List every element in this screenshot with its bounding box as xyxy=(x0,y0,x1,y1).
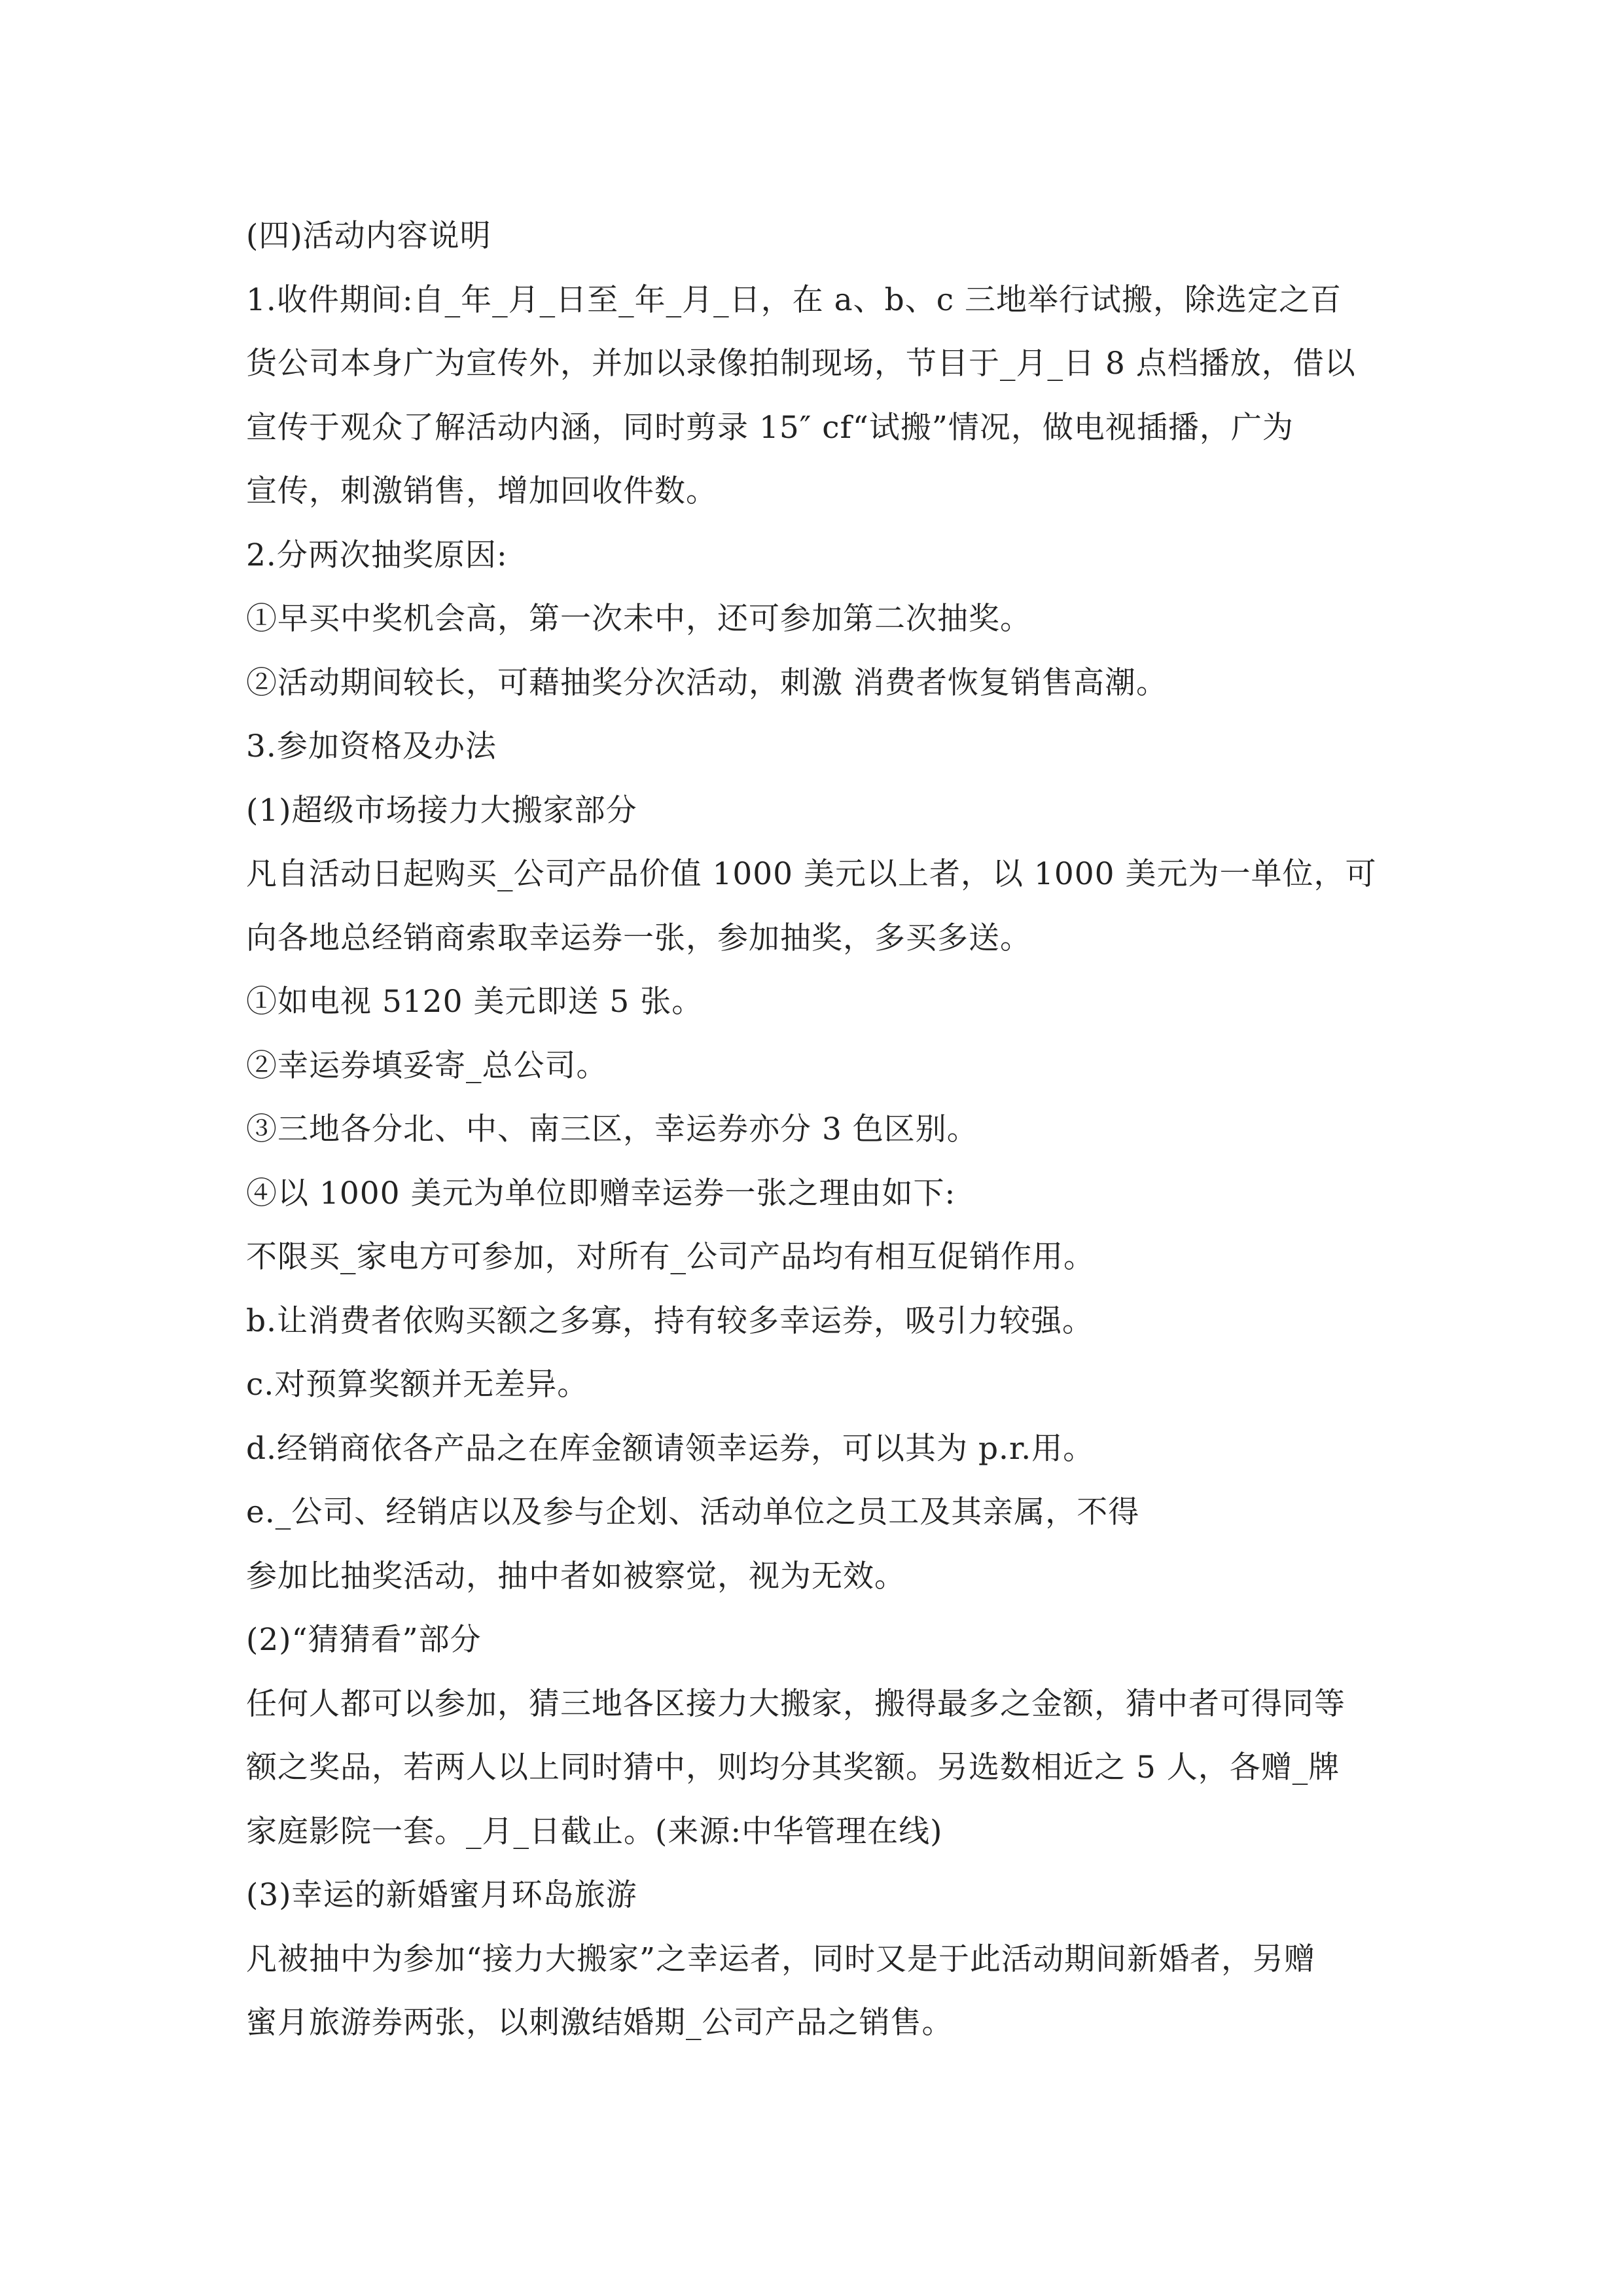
subheading: (1)超级市场接力大搬家部分 xyxy=(246,792,637,829)
paragraph-line: 不限买_家电方可参加，对所有_公司产品均有相互促销作用。 xyxy=(246,1239,1095,1275)
subheading: (2)“猜猜看”部分 xyxy=(246,1622,482,1658)
paragraph-line: 宣传于观众了解活动内涵，同时剪录 15″ cf“试搬”情况，做电视插播，广为 xyxy=(246,409,1294,446)
paragraph-line: 凡被抽中为参加“接力大搬家”之幸运者，同时又是于此活动期间新婚者，另赠 xyxy=(246,1941,1316,1977)
paragraph-line: 货公司本身广为宣传外，并加以录像拍制现场，节目于_月_日 8 点档播放，借以 xyxy=(246,346,1356,382)
list-item: c.对预算奖额并无差异。 xyxy=(246,1367,589,1403)
paragraph-line: 蜜月旅游券两张，以刺激结婚期_公司产品之销售。 xyxy=(246,2005,954,2041)
section-heading: (四)活动内容说明 xyxy=(246,218,491,254)
list-item: ④以 1000 美元为单位即赠幸运券一张之理由如下: xyxy=(246,1175,956,1211)
paragraph-line: 任何人都可以参加，猜三地各区接力大搬家，搬得最多之金额，猜中者可得同等 xyxy=(246,1685,1346,1722)
list-item: ③三地各分北、中、南三区，幸运券亦分 3 色区别。 xyxy=(246,1111,978,1147)
paragraph-line: 向各地总经销商索取幸运券一张，参加抽奖，多买多送。 xyxy=(246,920,1031,956)
list-item: d.经销商依各产品之在库金额请领幸运券，可以其为 p.r.用。 xyxy=(246,1430,1095,1467)
list-item: e._公司、经销店以及参与企划、活动单位之员工及其亲属，不得 xyxy=(246,1494,1140,1530)
list-item: ②活动期间较长，可藉抽奖分次活动，刺激 消费者恢复销售高潮。 xyxy=(246,664,1168,701)
list-item: ②幸运券填妥寄_总公司。 xyxy=(246,1047,608,1084)
subheading: 2.分两次抽奖原因: xyxy=(246,537,508,573)
paragraph-line: 家庭影院一套。_月_日截止。(来源:中华管理在线) xyxy=(246,1813,943,1850)
subheading: 3.参加资格及办法 xyxy=(246,728,497,764)
subheading: (3)幸运的新婚蜜月环岛旅游 xyxy=(246,1877,637,1913)
paragraph-line: 宣传，刺激销售，增加回收件数。 xyxy=(246,473,717,509)
paragraph-line: 额之奖品，若两人以上同时猜中，则均分其奖额。另选数相近之 5 人，各赠_牌 xyxy=(246,1749,1340,1785)
list-item: ①早买中奖机会高，第一次未中，还可参加第二次抽奖。 xyxy=(246,601,1031,637)
paragraph-line: 凡自活动日起购买_公司产品价值 1000 美元以上者，以 1000 美元为一单位，可 xyxy=(246,856,1377,892)
list-item: b.让消费者依购买额之多寡，持有较多幸运券，吸引力较强。 xyxy=(246,1302,1094,1339)
paragraph-line: 1.收件期间:自_年_月_日至_年_月_日，在 a、b、c 三地举行试搬，除选定之百 xyxy=(246,281,1342,318)
list-item: ①如电视 5120 美元即送 5 张。 xyxy=(246,984,704,1020)
document-body xyxy=(246,204,1385,2055)
paragraph-line: 参加比抽奖活动，抽中者如被察觉，视为无效。 xyxy=(246,1558,906,1594)
